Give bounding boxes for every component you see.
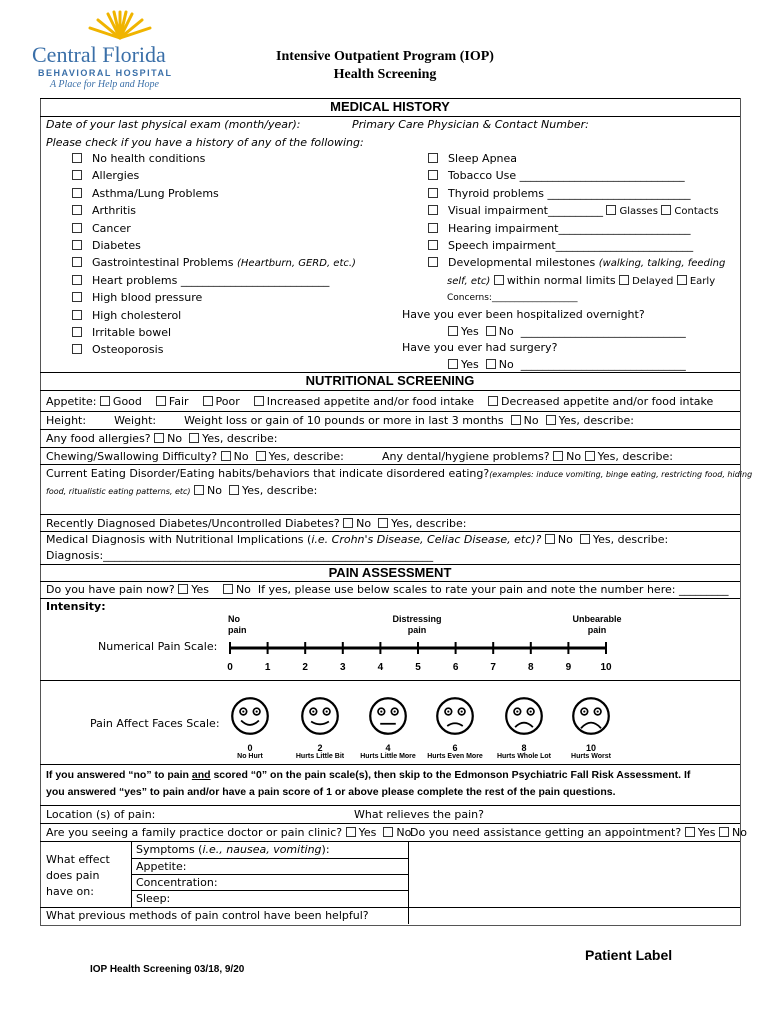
delayed-checkbox[interactable] <box>619 275 629 285</box>
checkbox-icon[interactable] <box>72 240 82 250</box>
checkbox-icon[interactable] <box>72 310 82 320</box>
form-version: IOP Health Screening 03/18, 9/20 <box>90 964 245 975</box>
pain-number-5[interactable]: 5 <box>415 662 421 673</box>
history-item-left2-3[interactable]: Irritable bowel <box>72 326 356 343</box>
logo-name: Central Florida <box>32 42 166 67</box>
checkbox-icon[interactable] <box>428 153 438 163</box>
contacts-checkbox[interactable] <box>661 205 671 215</box>
checkbox-icon[interactable] <box>72 344 82 354</box>
eating-disorder-question: Current Eating Disorder/Eating habits/behaviors that indicate disordered eating?(examples: induce vomiting, binge eating, restricting food, hiding <box>46 467 753 480</box>
sun-icon <box>80 8 160 42</box>
history-item-left2-2[interactable]: High cholesterol <box>72 309 356 326</box>
history-item-right-0[interactable]: Sleep Apnea <box>428 152 725 169</box>
checkbox-icon[interactable] <box>72 292 82 302</box>
pain-number-3[interactable]: 3 <box>340 662 346 673</box>
pain-anchor: No pain <box>228 614 247 635</box>
history-item-dev[interactable]: Developmental milestones (walking, talking, feeding <box>428 256 725 273</box>
history-item-left-1[interactable]: Allergies <box>72 169 356 186</box>
checkbox-icon[interactable] <box>72 223 82 233</box>
intensity-label: Intensity: <box>46 600 106 613</box>
pcp-field[interactable]: Primary Care Physician & Contact Number: <box>352 118 589 131</box>
checkbox-icon[interactable] <box>428 257 438 267</box>
logo-sub: BEHAVIORAL HOSPITAL <box>38 68 173 78</box>
pain-face-label: Hurts Little Bit <box>295 753 345 760</box>
history-item-gi[interactable]: Gastrointestinal Problems (Heartburn, GERD, etc.) <box>72 256 356 273</box>
pain-number-9[interactable]: 9 <box>565 662 572 673</box>
pain-concentration-field[interactable]: Concentration: <box>136 876 218 889</box>
checkbox-icon[interactable] <box>72 170 82 180</box>
pain-face-label: No Hurt <box>237 753 263 760</box>
pain-face-number: 6 <box>452 743 458 753</box>
history-right-list <box>428 152 725 305</box>
pain-face-4-icon[interactable] <box>368 696 408 736</box>
pain-face-label: Hurts Even More <box>427 753 483 760</box>
pain-methods-field[interactable]: What previous methods of pain control have been helpful? <box>46 909 369 922</box>
checkbox-icon[interactable] <box>72 257 82 267</box>
nutrition-header: NUTRITIONAL SCREENING <box>305 373 475 388</box>
concerns-field[interactable]: Concerns:___________________ <box>447 292 578 303</box>
surgery-answer[interactable]: Yes No ______________________________ <box>448 358 686 372</box>
history-item-visual[interactable]: Visual impairment__________ Glasses Contacts <box>428 204 725 221</box>
checkbox-icon[interactable] <box>72 327 82 337</box>
symptoms-field[interactable]: Symptoms (i.e., nausea, vomiting): <box>136 843 330 856</box>
pain-number-8[interactable]: 8 <box>528 662 534 673</box>
history-item-right-1[interactable]: Tobacco Use ______________________________ <box>428 169 725 186</box>
diabetes-row[interactable]: Recently Diagnosed Diabetes/Uncontrolled Diabetes? No Yes, describe: <box>46 517 467 530</box>
pain-face-10-icon[interactable] <box>571 696 611 736</box>
pain-now-row[interactable]: Do you have pain now? Yes No If yes, please use below scales to rate your pain and note the number here: _________ <box>46 583 729 596</box>
checkbox-icon[interactable] <box>428 223 438 233</box>
last-exam-field[interactable]: Date of your last physical exam (month/year): <box>46 118 301 131</box>
pain-number-1[interactable]: 1 <box>264 662 271 673</box>
history-item-left-4[interactable]: Cancer <box>72 222 356 239</box>
pain-face-label: Hurts Little More <box>360 753 416 760</box>
pain-face-2-icon[interactable] <box>300 696 340 736</box>
pain-doctor-row[interactable]: Are you seeing a family practice doctor or pain clinic? Yes No <box>46 826 412 839</box>
pain-anchor: Distressing pain <box>392 614 442 635</box>
chewing-row[interactable]: Chewing/Swallowing Difficulty? No Yes, describe: <box>46 450 344 463</box>
checkbox-icon[interactable] <box>72 188 82 198</box>
checkbox-icon[interactable] <box>72 153 82 163</box>
height-weight-row[interactable]: Height: Weight: Weight loss or gain of 10 pounds or more in last 3 months No Yes, describe: <box>46 414 634 427</box>
form-title-line1: Intensive Outpatient Program (IOP) <box>276 49 494 64</box>
hospitalized-answer[interactable]: Yes No ______________________________ <box>448 325 686 339</box>
pain-number-7[interactable]: 7 <box>490 662 496 673</box>
history-item-right-2[interactable]: Thyroid problems __________________________ <box>428 187 725 204</box>
pain-header: PAIN ASSESSMENT <box>328 565 452 580</box>
history-item-left2-1[interactable]: High blood pressure <box>72 291 356 308</box>
appetite-row[interactable]: Appetite: Good Fair Poor Increased appetite and/or food intake Decreased appetite and/or food intake <box>46 395 714 408</box>
history-item-left2-4[interactable]: Osteoporosis <box>72 343 356 360</box>
medical-history-header: MEDICAL HISTORY <box>330 99 450 114</box>
numerical-pain-scale[interactable] <box>224 640 614 660</box>
history-item-speech[interactable]: Speech impairment_________________________ <box>428 239 725 256</box>
pain-number-10[interactable]: 10 <box>600 662 612 673</box>
pain-anchor: Unbearable pain <box>572 614 622 635</box>
checkbox-icon[interactable] <box>72 275 82 285</box>
pain-relief-field[interactable]: What relieves the pain? <box>354 808 484 821</box>
checkbox-icon[interactable] <box>428 170 438 180</box>
pain-location-field[interactable]: Location (s) of pain: <box>46 808 156 821</box>
pain-face-label: Hurts Whole Lot <box>496 753 552 760</box>
pain-number-4[interactable]: 4 <box>377 662 384 673</box>
history-item-left-3[interactable]: Arthritis <box>72 204 356 221</box>
pain-face-6-icon[interactable] <box>435 696 475 736</box>
patient-label: Patient Label <box>585 947 673 963</box>
history-item-left2-0[interactable]: Heart problems ___________________________ <box>72 274 356 291</box>
pain-face-number: 10 <box>585 743 596 753</box>
check-instruction: Please check if you have a history of any of the following: <box>46 136 364 149</box>
within-limits-checkbox[interactable] <box>494 275 504 285</box>
pain-face-number: 0 <box>247 743 253 753</box>
early-checkbox[interactable] <box>677 275 687 285</box>
pain-face-label: Hurts Worst <box>571 753 611 760</box>
history-item-left-2[interactable]: Asthma/Lung Problems <box>72 187 356 204</box>
history-item-hearing[interactable]: Hearing impairment________________________ <box>428 222 725 239</box>
logo-tagline: A Place for Help and Hope <box>50 79 159 90</box>
appointment-assist-row[interactable]: Do you need assistance getting an appointment? Yes No <box>410 826 747 839</box>
pain-face-0-icon[interactable] <box>230 696 270 736</box>
hospitalized-question: Have you ever been hospitalized overnight? <box>402 308 645 321</box>
food-allergies-row[interactable]: Any food allergies? No Yes, describe: <box>46 432 278 445</box>
surgery-question: Have you ever had surgery? <box>402 341 558 354</box>
pain-skip-note: If you answered “no” to pain and scored “0” on the pain scale(s), then skip to the Edmonson Psychiatric Fall Risk Assessment. If you answered “yes” to pain and/or have a pain score of 1 or above please complete the rest of the pain questions. <box>46 769 691 798</box>
pain-number-2[interactable]: 2 <box>302 662 308 673</box>
form-title-line2: Health Screening <box>333 67 437 82</box>
form-title <box>220 48 550 84</box>
history-item-left-0[interactable]: No health conditions <box>72 152 356 169</box>
pain-number-6[interactable]: 6 <box>452 662 459 673</box>
pain-number-0[interactable]: 0 <box>227 662 233 673</box>
pain-face-number: 2 <box>317 743 323 753</box>
faces-scale-label: Pain Affect Faces Scale: <box>90 717 220 730</box>
pain-face-8-icon[interactable] <box>504 696 544 736</box>
pain-sleep-field[interactable]: Sleep: <box>136 892 171 905</box>
history-item-left-5[interactable]: Diabetes <box>72 239 356 256</box>
checkbox-icon[interactable] <box>72 205 82 215</box>
history-left-list <box>72 152 356 361</box>
diagnosis-field[interactable]: Diagnosis:____________________________________________________________ <box>46 549 434 562</box>
numerical-scale-label: Numerical Pain Scale: <box>98 640 218 653</box>
pain-face-number: 4 <box>385 743 391 753</box>
dental-row[interactable]: Any dental/hygiene problems? No Yes, describe: <box>382 450 673 463</box>
eating-disorder-answer[interactable]: food, ritualistic eating patterns, etc) No Yes, describe: <box>46 484 318 497</box>
pain-face-number: 8 <box>521 743 527 753</box>
dev-options: self, etc) within normal limits Delayed Early <box>447 273 716 287</box>
pain-effect-label: What effect does pain have on: <box>46 853 110 898</box>
pain-appetite-field[interactable]: Appetite: <box>136 860 187 873</box>
glasses-checkbox[interactable] <box>606 205 616 215</box>
checkbox-icon[interactable] <box>428 205 438 215</box>
checkbox-icon[interactable] <box>428 188 438 198</box>
nutrition-diagnosis-row[interactable]: Medical Diagnosis with Nutritional Implications (i.e. Crohn's Disease, Celiac Disease, etc)? No Yes, describe: <box>46 533 669 546</box>
logo <box>30 8 195 90</box>
checkbox-icon[interactable] <box>428 240 438 250</box>
